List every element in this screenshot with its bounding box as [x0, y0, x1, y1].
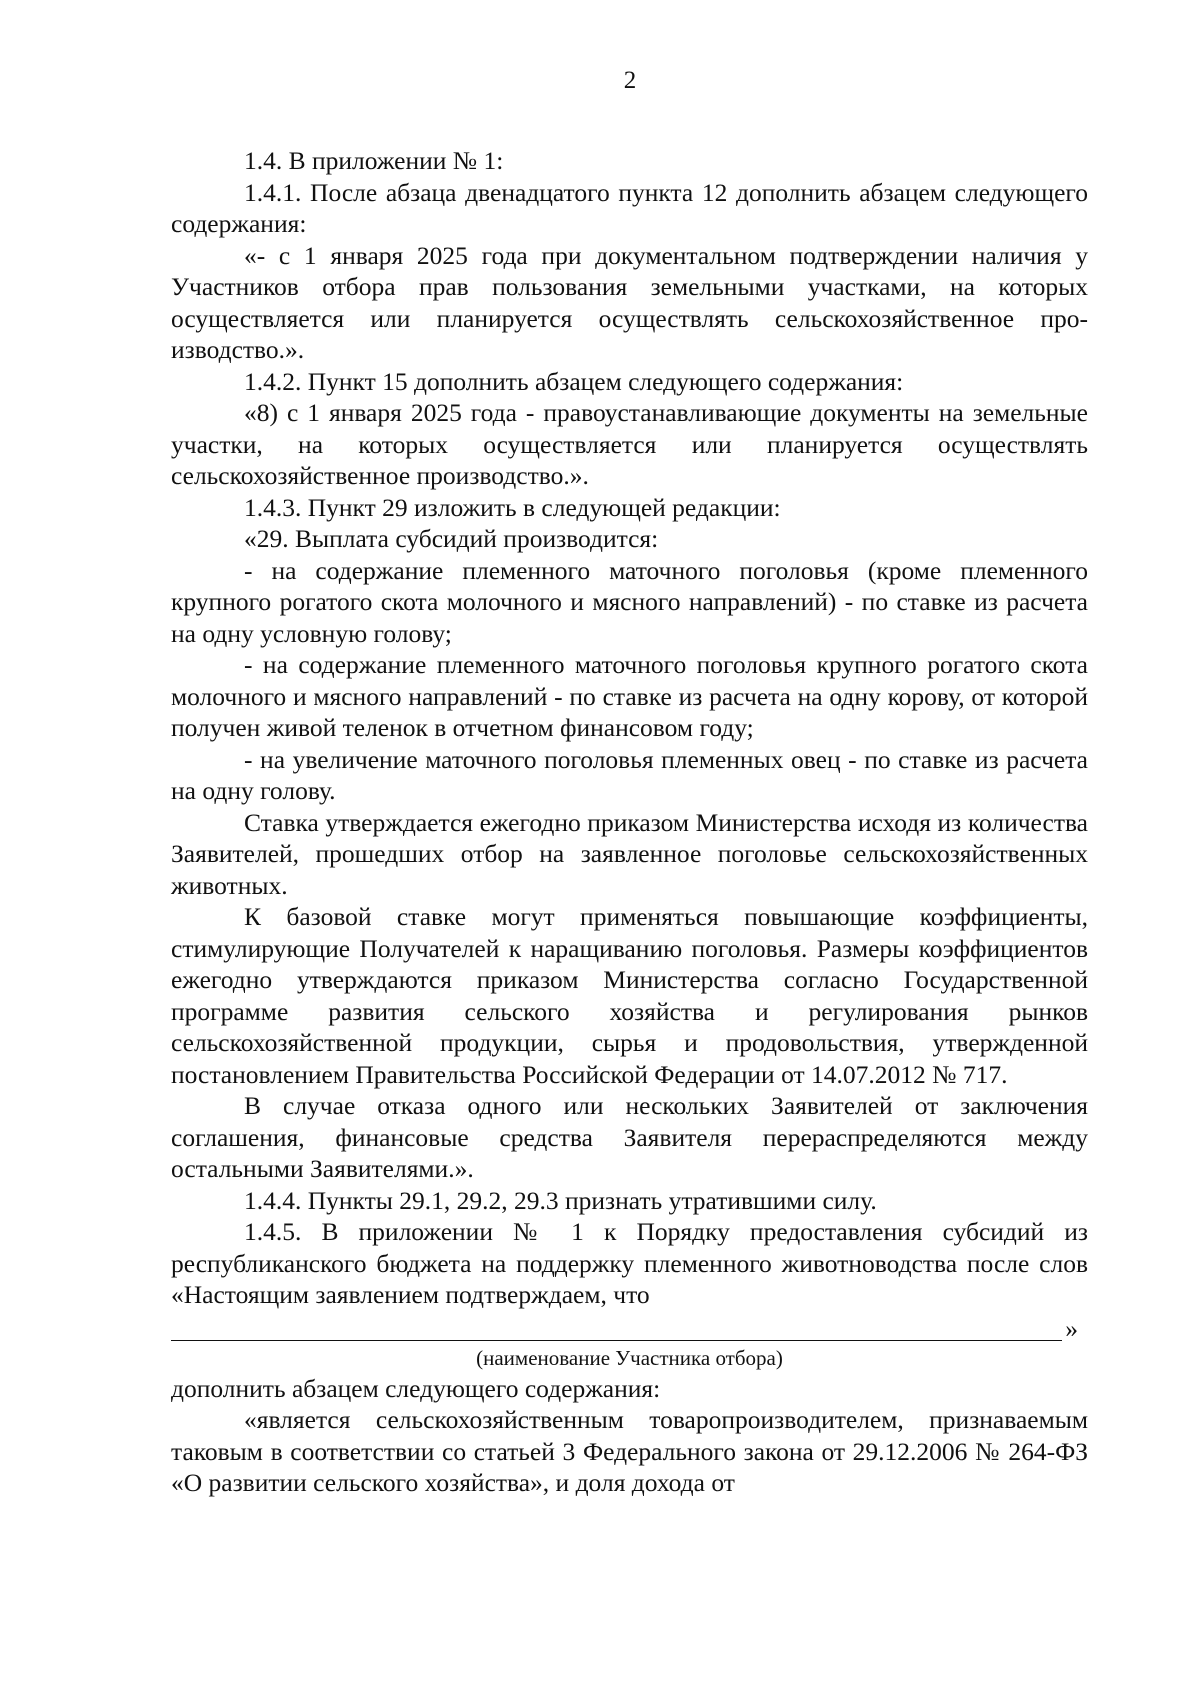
document-body: [171, 145, 1088, 1499]
blank-caption: (наименование Участника отбора): [476, 1345, 783, 1370]
page-number: 2: [623, 67, 637, 94]
paragraph-supplement-lead: дополнить абзацем следующего содержания:: [171, 1373, 661, 1403]
paragraph-29-item-2: - на содержание племенного маточного поголовья крупного рогатого скота молочного и мясного направлений - по ставке из расчета на одну корову, от которой получен живой теленок в отчетном финансовом году;: [171, 650, 1088, 742]
paragraph-1-4-2-quote: «8) с 1 января 2025 года - правоустанавливающие документы на земельные участки, на которых осуществляется или планируется осуществлять сельскохозяйственное производство.».: [171, 398, 1088, 490]
paragraph-refusal: В случае отказа одного или нескольких Заявителей от заключения соглашения, финансовые средства Заявителя перераспределяются между остальными Заявителями.».: [171, 1091, 1088, 1183]
paragraph-29-item-1: - на содержание племенного маточного поголовья (кроме племенного крупного рогатого скота молочного и мясного направлений) - по ставке из расчета на одну условную голову;: [171, 555, 1088, 648]
paragraph-1-4-1-quote: «- с 1 января 2025 года при документальном подтверждении наличия у Участников отбора прав пользования земельными участками, на которых осуществляется или планируется осуществлять сельскохозяйственное производство.».: [171, 240, 1088, 364]
paragraph-1-4-4: 1.4.4. Пункты 29.1, 29.2, 29.3 признать утратившими силу.: [244, 1185, 877, 1215]
paragraph-1-4-2: 1.4.2. Пункт 15 дополнить абзацем следующего содержания:: [244, 366, 904, 396]
paragraph-coefficients: К базовой ставке могут применяться повышающие коэффициенты, стимулирующие Получателей к наращиванию поголовья. Размеры коэффициентов ежегодно утверждаются приказом Министерства согласно Государственной программе развития сельского хозяйства и регулирования рынков сельскохозяйственной продукции, сырья и продовольствия, утвержденной постановлением Правительства Российской Федерации от 14.07.2012 № 717.: [171, 902, 1088, 1089]
blank-closing-quote: »: [1065, 1314, 1078, 1343]
paragraph-1-4: 1.4. В приложении № 1:: [244, 146, 504, 175]
fill-in-blank: [171, 1315, 1088, 1345]
paragraph-29-heading: «29. Выплата субсидий производится:: [244, 524, 659, 553]
paragraph-1-4-5: 1.4.5. В приложении № 1 к Порядку предоставления субсидий из республиканского бюджета на поддержку племенного животноводства после слов «Настоящим заявлением подтверждаем, что: [171, 1217, 1088, 1309]
blank-underline: [171, 1340, 1062, 1341]
paragraph-1-4-3: 1.4.3. Пункт 29 изложить в следующей редакции:: [244, 492, 781, 522]
paragraph-supplement-quote: «является сельскохозяйственным товаропроизводителем, признаваемым таковым в соответствии со статьей 3 Федерального закона от 29.12.2006 № 264-ФЗ «О развитии сельского хозяйства», и доля дохода от: [171, 1405, 1088, 1497]
paragraph-rate: Ставка утверждается ежегодно приказом Министерства исходя из количества Заявителей, прошедших отбор на заявленное поголовье сельскохозяйственных животных.: [171, 807, 1088, 900]
paragraph-1-4-1: 1.4.1. После абзаца двенадцатого пункта 12 дополнить абзацем следующего содержания:: [171, 177, 1088, 238]
paragraph-29-item-3: - на увеличение маточного поголовья племенных овец - по ставке из расчета на одну голову.: [171, 744, 1088, 805]
